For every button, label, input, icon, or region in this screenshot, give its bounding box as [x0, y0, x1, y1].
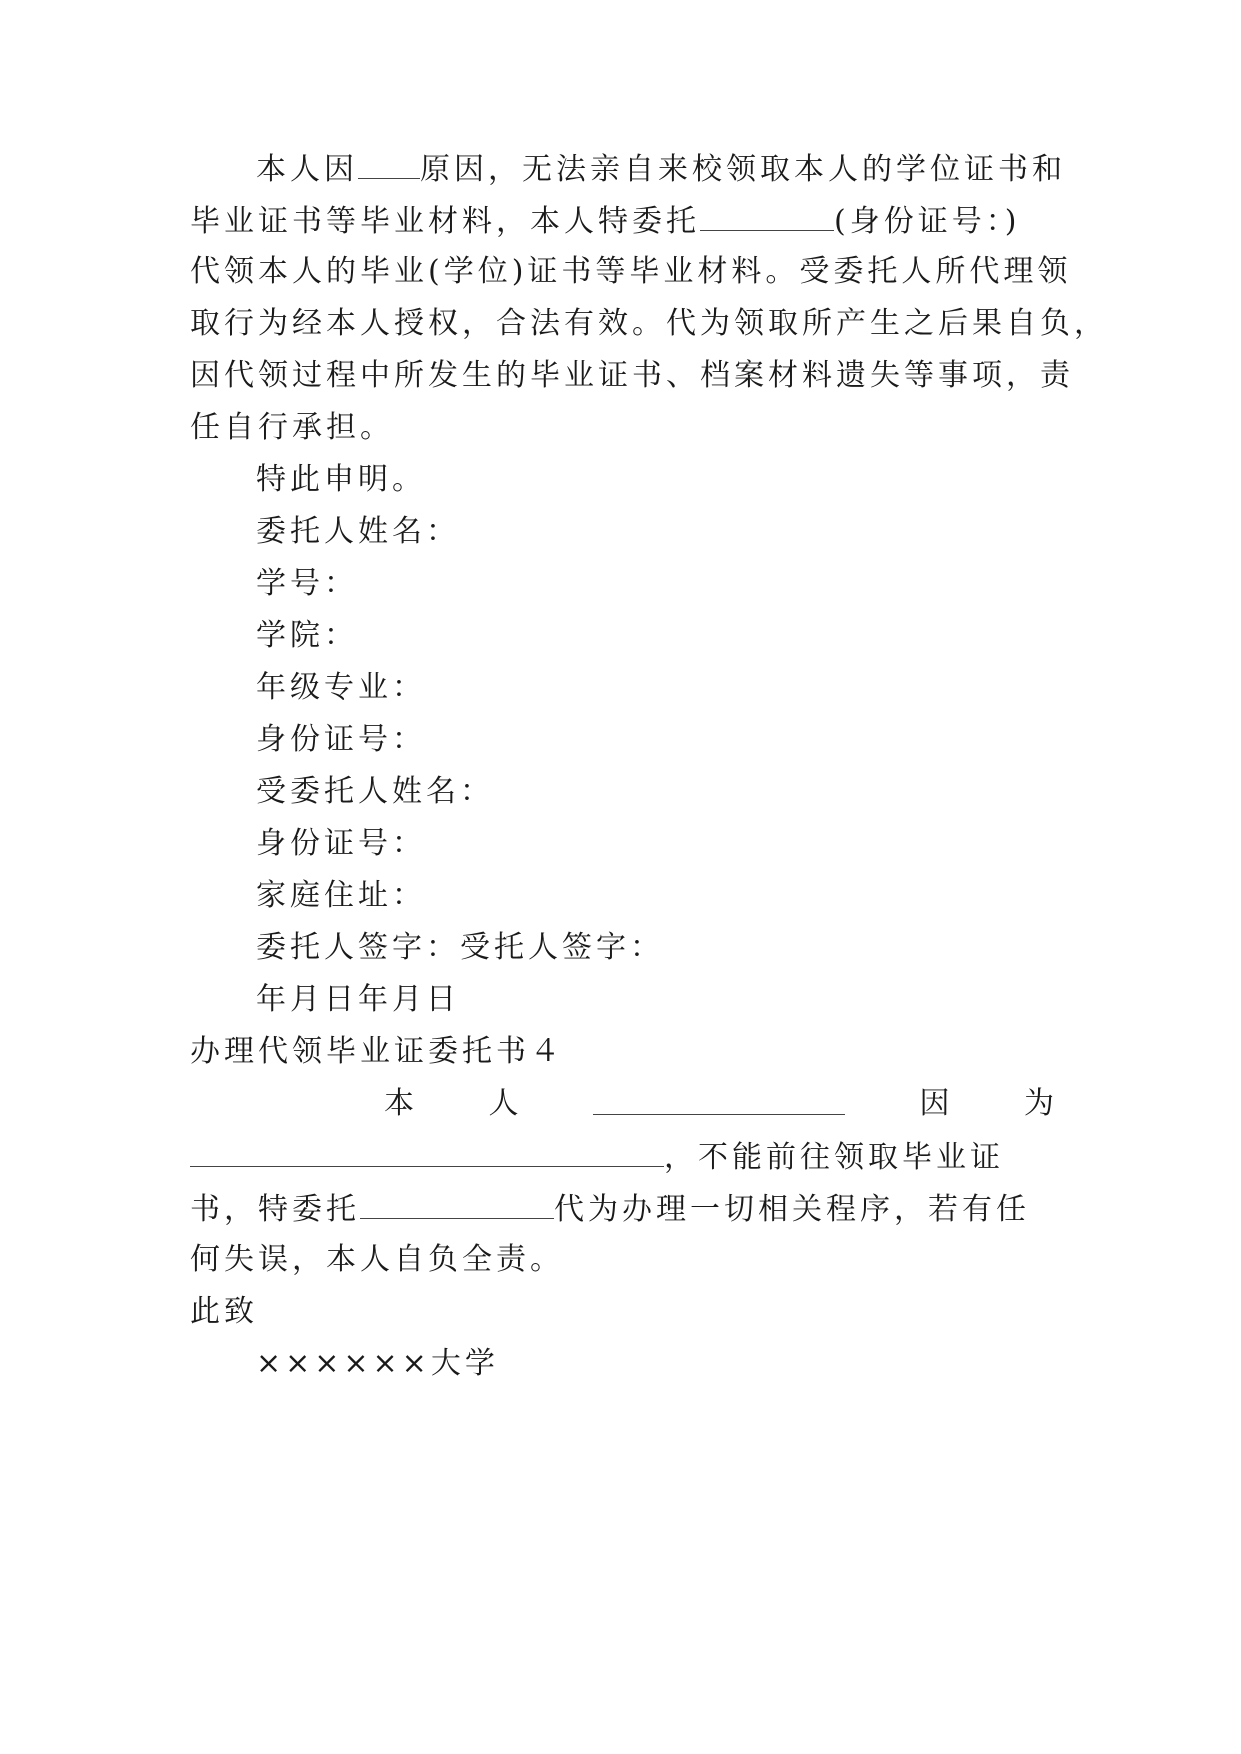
paragraph-line: 何失误，本人自负全责。 — [190, 1242, 564, 1277]
grade-major-label: 年级专业： — [256, 670, 426, 705]
declaration-text: 特此申明。 — [256, 462, 426, 497]
agent-id-number-label: 身份证号： — [256, 826, 426, 861]
paragraph-line: 代领本人的毕业(学位)证书等毕业材料。受委托人所代理领 — [190, 254, 1072, 289]
fill-blank — [190, 1136, 664, 1167]
paragraph-line: 任自行承担。 — [190, 410, 394, 445]
fill-blank — [593, 1084, 845, 1115]
paragraph-line — [190, 1188, 1030, 1230]
college-label: 学院： — [256, 618, 358, 653]
text-segment: 书，特委托 — [190, 1192, 360, 1227]
paragraph-line — [190, 1084, 1054, 1124]
section-title: 办理代领毕业证委托书４ — [190, 1034, 564, 1069]
text-segment: ，不能前往领取毕业证 — [664, 1140, 1004, 1175]
university-name: ××××××大学 — [256, 1346, 499, 1381]
dates-label: 年月日年月日 — [256, 982, 460, 1017]
paragraph-line — [256, 148, 1066, 190]
text-segment: 原因，无法亲自来校领取本人的学位证书和 — [420, 152, 1066, 187]
fill-blank — [700, 200, 834, 231]
text-segment: (身份证号：) — [834, 204, 1021, 239]
student-id-label: 学号： — [256, 566, 358, 601]
text-segment: 毕业证书等毕业材料，本人特委托 — [190, 204, 700, 239]
paragraph-line: 取行为经本人授权，合法有效。代为领取所产生之后果自负， — [190, 306, 1108, 341]
paragraph-line: 因代领过程中所发生的毕业证书、档案材料遗失等事项，责 — [190, 358, 1074, 393]
signatures-label: 委托人签字：受托人签字： — [256, 930, 664, 965]
client-name-label: 委托人姓名： — [256, 514, 460, 549]
text-segment: 代为办理一切相关程序，若有任 — [554, 1192, 1030, 1227]
fill-blank — [360, 1188, 554, 1219]
fill-blank — [358, 148, 420, 179]
text-segment: 本 — [384, 1086, 414, 1121]
id-number-label: 身份证号： — [256, 722, 426, 757]
closing-text: 此致 — [190, 1294, 258, 1329]
text-segment: 因 — [919, 1086, 950, 1121]
text-segment: 为 — [1024, 1086, 1054, 1121]
text-segment: 人 — [488, 1086, 519, 1121]
paragraph-line — [190, 1136, 1004, 1178]
paragraph-line — [190, 200, 1020, 242]
agent-name-label: 受委托人姓名： — [256, 774, 494, 809]
home-address-label: 家庭住址： — [256, 878, 426, 913]
text-segment: 本人因 — [256, 152, 358, 187]
